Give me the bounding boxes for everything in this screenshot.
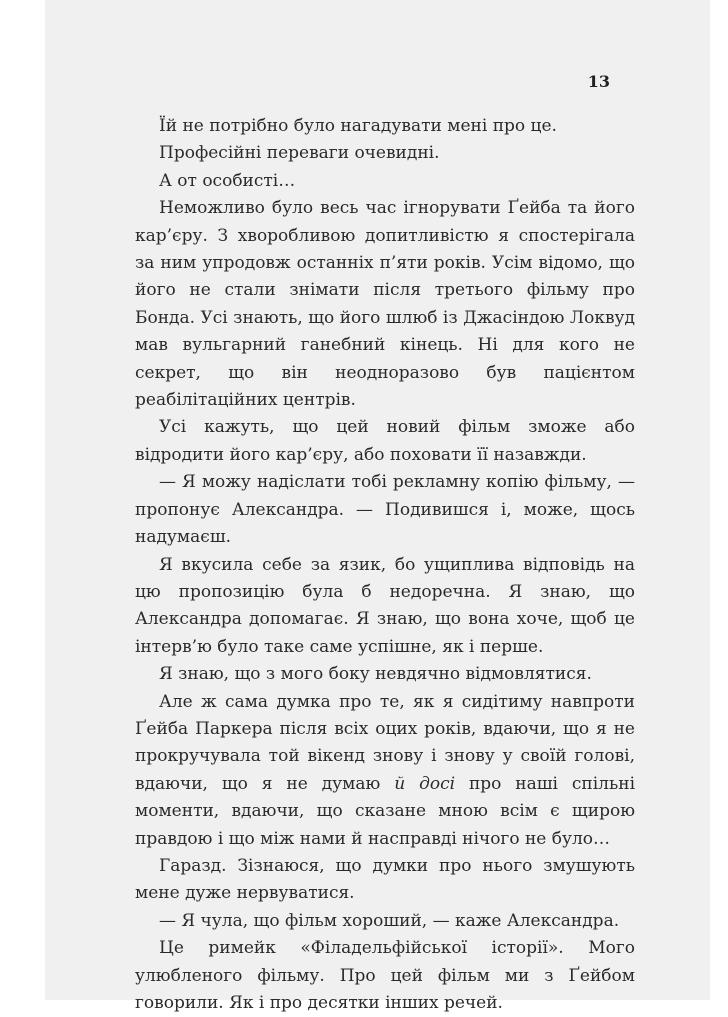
paragraph-text: про наші спільні моменти, вдаючи, що сказане мною всім є щирою правдою і що між нами й насправді нічого не було…	[135, 773, 636, 849]
paragraph	[135, 195, 635, 414]
paragraph-text: Але ж сама думка про те, як я сидітиму навпроти Ґейба Паркера після всіх оцих років, вдаючи, що я не прокручувала той вікенд знову і знову у своїй голові, вдаючи, що я не думаю	[135, 691, 635, 794]
paragraph-text: Це римейк «Філадельфійської історії». Мого улюбленого фільму. Про цей фільм ми з Ґейбом говорили. Як і про десятки інших речей.	[135, 938, 635, 1013]
paragraph-text: Гаразд. Зізнаюся, що думки про нього змушують мене дуже нервуватися.	[135, 855, 635, 904]
paragraph-text: Їй не потрібно було нагадувати мені про це.	[159, 116, 557, 136]
paragraph	[135, 853, 635, 908]
paragraph	[135, 113, 635, 140]
paragraph	[135, 168, 635, 195]
paragraph	[135, 661, 635, 688]
emphasis-text: й досі	[394, 773, 456, 794]
book-page	[45, 0, 710, 1013]
paragraph-text: Усі кажуть, що цей новий фільм зможе або відродити його кар’єру, або поховати її назавжди.	[135, 417, 635, 465]
paragraph-text: Неможливо було весь час ігнорувати Ґейба та його кар’єру. З хворобливою допитливістю я спостерігала за ним упродовж останніх п’яти років. Усім відомо, що його не стали знімати після третього фільму про Бонда. Усі знають, що його шлюб із Джасіндою Локвуд мав вульгарний ганебний кінець. Ні для кого не секрет, що він неодноразово був пацієнтом реабілітаційних центрів.	[135, 198, 635, 411]
paragraph-text: Я вкусила себе за язик, бо ущиплива відповідь на цю пропозицію була б недоречна. Я знаю, що Александра допомагає. Я знаю, що вона хоче, щоб це інтерв’ю було таке саме успішне, як і перше.	[135, 554, 635, 657]
paragraph	[135, 908, 635, 935]
paragraph-text: Професійні переваги очевидні.	[159, 143, 440, 164]
body-text	[135, 113, 635, 1017]
paragraph	[135, 140, 635, 167]
paragraph	[135, 414, 635, 469]
paragraph	[135, 935, 635, 1017]
paragraph-text: — Я чула, що фільм хороший, — каже Александра.	[159, 910, 620, 931]
paragraph-text: Я знаю, що з мого боку невдячно відмовлятися.	[159, 664, 592, 685]
page-number: 13	[587, 72, 610, 91]
paragraph	[135, 552, 635, 662]
paragraph	[135, 469, 635, 551]
paragraph-text: — Я можу надіслати тобі рекламну копію фільму, — пропонує Александра. — Подивишся і, може, щось надумаєш.	[135, 472, 635, 548]
paragraph	[135, 689, 635, 853]
paragraph-text: А от особисті…	[159, 170, 296, 191]
